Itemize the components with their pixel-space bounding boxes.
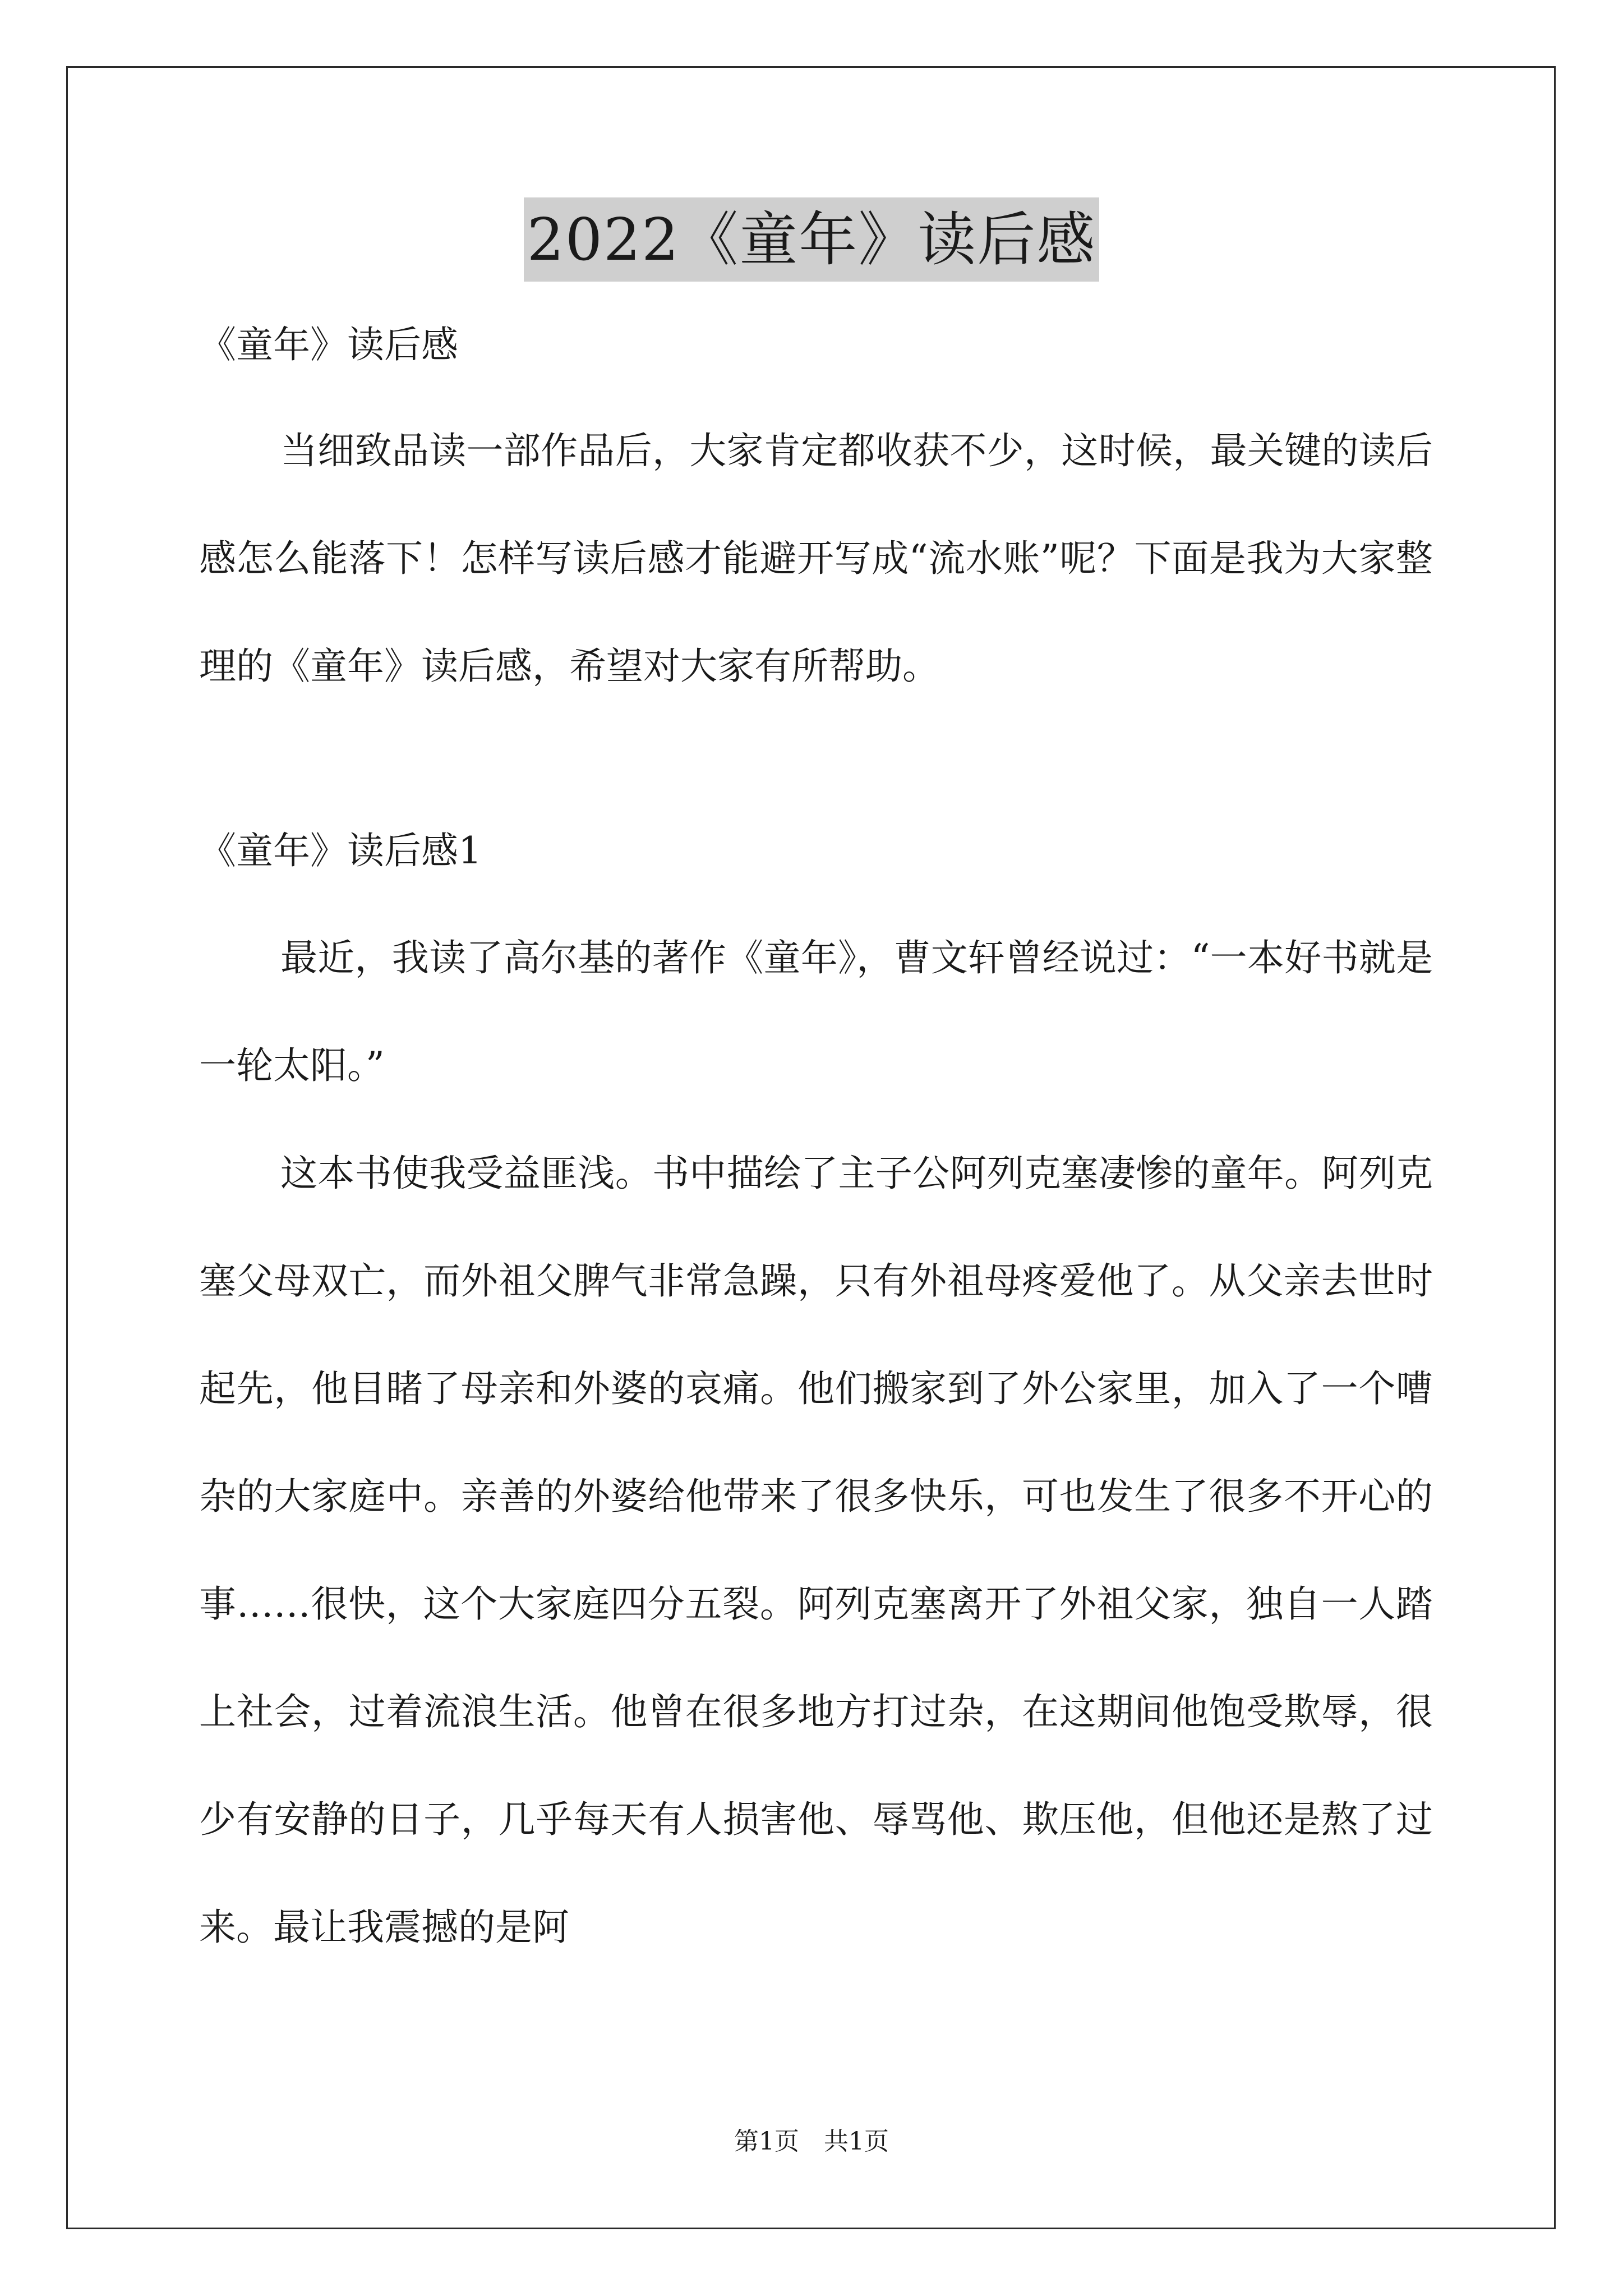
page-footer: 第1页 共1页	[734, 2127, 889, 2156]
body-paragraph: 最近，我读了高尔基的著作《童年》，曹文轩曾经说过：“一本好书就是一轮太阳。”	[199, 936, 1433, 1087]
subheading: 《童年》读后感	[199, 323, 458, 366]
title-container	[0, 197, 1623, 282]
document-body	[199, 314, 1433, 1981]
spacer	[199, 720, 1433, 820]
intro-paragraph: 当细致品读一部作品后，大家肯定都收获不少，这时候，最关键的读后感怎么能落下！怎样写读后感才能避开写成“流水账”呢？下面是我为大家整理的《童年》读后感，希望对大家有所帮助。	[199, 429, 1433, 688]
section-heading: 《童年》读后感1	[199, 829, 482, 872]
spacer	[199, 376, 1433, 397]
spacer	[199, 882, 1433, 904]
body-paragraph: 这本书使我受益匪浅。书中描绘了主子公阿列克塞凄惨的童年。阿列克塞父母双亡，而外祖父脾气非常急躁，只有外祖母疼爱他了。从父亲去世时起先，他目睹了母亲和外婆的哀痛。他们搬家到了外公家里，加入了一个嘈杂的大家庭中。亲善的外婆给他带来了很多快乐，可也发生了很多不开心的事……很快，这个大家庭四分五裂。阿列克塞离开了外祖父家，独自一人踏上社会，过着流浪生活。他曾在很多地方打过杂，在这期间他饱受欺辱，很少有安静的日子，几乎每天有人损害他、辱骂他、欺压他，但他还是熬了过来。最让我震撼的是阿	[199, 1152, 1433, 1949]
document-title: 2022《童年》读后感	[524, 197, 1100, 282]
